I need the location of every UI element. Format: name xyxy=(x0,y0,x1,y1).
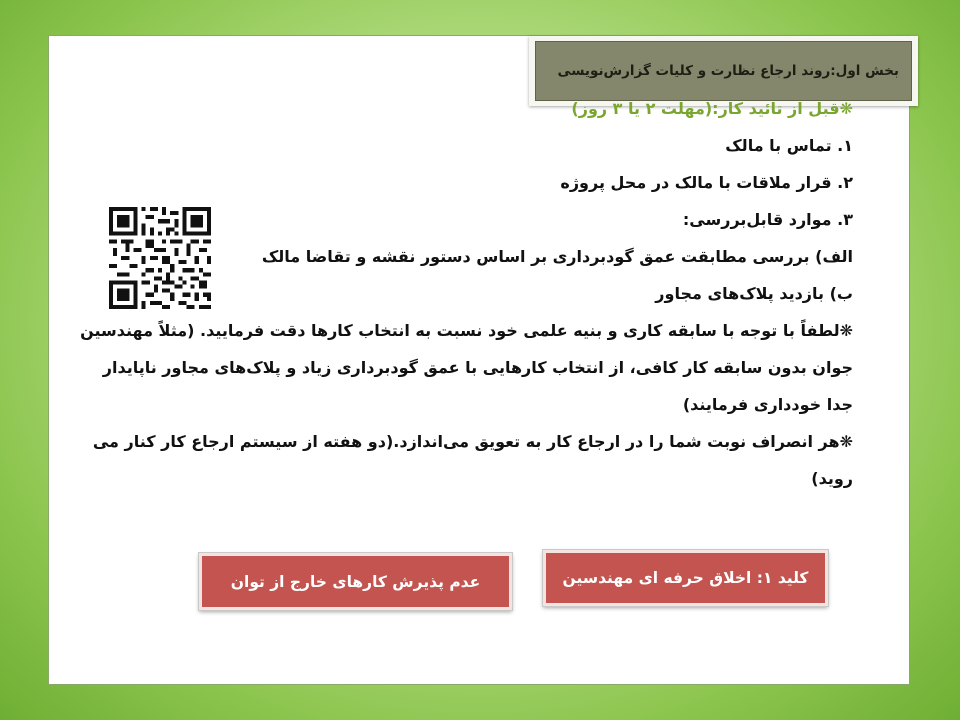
main-content xyxy=(80,90,853,497)
reject-overcapacity-work-button[interactable]: عدم پذیرش کارهای خارج از توان xyxy=(199,553,512,610)
step-2: ۲. قرار ملاقات با مالک در محل پروژه xyxy=(560,173,853,192)
step-3: ۳. موارد قابل‌بررسی: xyxy=(682,210,853,229)
step-3-item-a: الف) بررسی مطابقت عمق گودبرداری بر اساس دستور نقشه و تقاضا مالک xyxy=(261,247,853,266)
note-1-line-2: جوان بدون سابقه کار کافی، از انتخاب کارهایی با عمق گودبرداری زیاد و پلاک‌های مجاور ناپایدار xyxy=(102,358,853,377)
note-1-line-3: جدا خودداری فرمایند) xyxy=(682,395,853,414)
note-2-line-1: ❋هر انصراف نوبت شما را در ارجاع کار به تعویق می‌اندازد.(دو هفته از سیستم ارجاع کار کنار می xyxy=(92,432,853,451)
note-1-line-1: ❋لطفاً با توجه با سابقه کاری و بنیه علمی خود نسبت به انتخاب کارها دقت فرمایید. (مثلاً مهندسین xyxy=(80,321,853,340)
header-title: بخش اول:روند ارجاع نظارت و کلیات گزارش‌نویسی xyxy=(557,63,899,79)
qr-code-icon xyxy=(108,207,212,309)
note-2-line-2: روید) xyxy=(811,469,853,488)
deadline-heading: ❋قبل از تائید کار:(مهلت ۲ یا ۳ روز) xyxy=(571,99,853,118)
key-1-professional-ethics-button[interactable]: کلید ۱: اخلاق حرفه ای مهندسین xyxy=(543,550,828,606)
step-1: ۱. تماس با مالک xyxy=(725,136,853,155)
step-3-item-b: ب) بازدید پلاک‌های مجاور xyxy=(655,284,853,303)
